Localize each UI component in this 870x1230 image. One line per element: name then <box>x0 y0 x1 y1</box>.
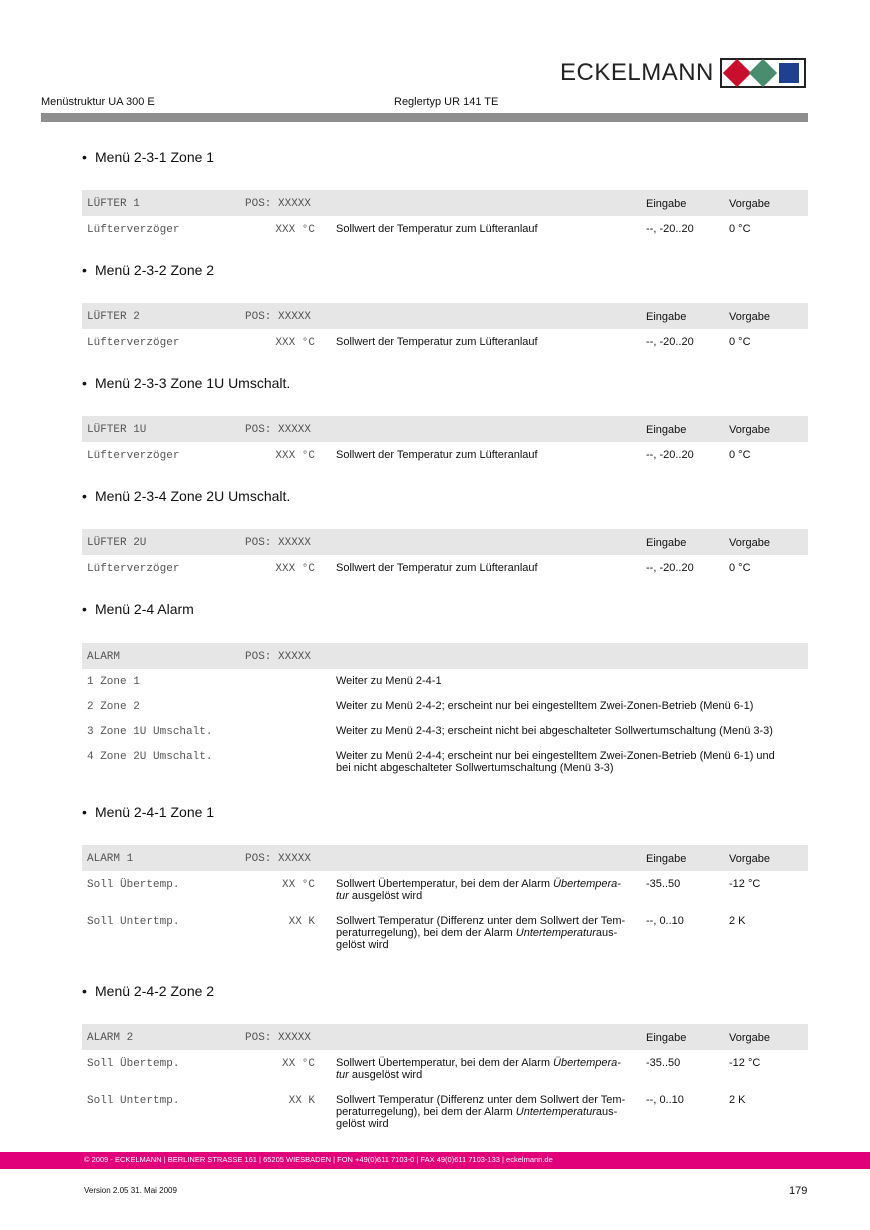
table-header <box>82 416 808 442</box>
submenu-name: 3 Zone 1U Umschalt. <box>87 726 213 738</box>
param-default: 0 °C <box>729 223 751 235</box>
table-header-default: Vorgabe <box>729 311 770 323</box>
param-default: 0 °C <box>729 336 751 348</box>
logo-emblem <box>720 58 806 88</box>
param-description: Sollwert Übertemperatur, bei dem der Alarm Übertempera- tur ausgelöst wird <box>336 878 621 902</box>
table-header <box>82 845 808 871</box>
param-name: Soll Übertemp. <box>87 1058 180 1070</box>
param-name: Soll Übertemp. <box>87 879 180 891</box>
section-title: • Menü 2-3-1 Zone 1 <box>82 149 215 165</box>
header-divider <box>41 113 808 122</box>
table-header-default: Vorgabe <box>729 198 770 210</box>
menu-table-2-4-2 <box>82 1024 808 1143</box>
param-input-range: --, 0..10 <box>646 915 684 927</box>
document-version: Version 2.05 31. Mai 2009 <box>84 1186 177 1195</box>
table-row <box>82 329 808 353</box>
param-description: Sollwert der Temperatur zum Lüfteranlauf <box>336 562 538 574</box>
param-default: 0 °C <box>729 449 751 461</box>
table-header-name: LÜFTER 1 <box>87 198 140 210</box>
table-header-input: Eingabe <box>646 311 687 323</box>
table-header <box>82 303 808 329</box>
logo-blue-square <box>779 63 799 83</box>
table-header-pos: POS: XXXXX <box>245 537 312 549</box>
param-unit: XX K <box>288 1095 315 1107</box>
param-description: Sollwert der Temperatur zum Lüfteranlauf <box>336 223 538 235</box>
param-unit: XX °C <box>281 879 315 891</box>
table-header-name: ALARM 2 <box>87 1032 134 1044</box>
table-row <box>82 1093 808 1143</box>
submenu-description: Weiter zu Menü 2-4-3; erscheint nicht bei abgeschalteter Sollwertumschaltung (Menü 3-3) <box>336 725 773 737</box>
logo-wordmark: ECKELMANN <box>560 59 714 86</box>
param-input-range: --, 0..10 <box>646 1094 684 1106</box>
table-header <box>82 1024 808 1050</box>
table-header <box>82 643 808 669</box>
param-input-range: --, -20..20 <box>646 562 694 574</box>
table-row <box>82 914 808 964</box>
table-header-input: Eingabe <box>646 537 687 549</box>
param-default: 2 K <box>729 915 746 927</box>
table-header-input: Eingabe <box>646 853 687 865</box>
menu-table-2-4 <box>82 643 808 782</box>
table-header-pos: POS: XXXXX <box>245 651 312 663</box>
param-input-range: --, -20..20 <box>646 336 694 348</box>
footer-address: © 2009 - ECKELMANN | BERLINER STRASSE 161 | 65205 WIESBADEN | FON +49(0)611 7103-0 | FAX 49(0)611 7103-133 | eckelmann.de <box>84 1155 553 1164</box>
section-title: • Menü 2-3-4 Zone 2U Umschalt. <box>82 488 291 504</box>
param-default: 0 °C <box>729 562 751 574</box>
table-row <box>82 442 808 466</box>
table-header-pos: POS: XXXXX <box>245 198 312 210</box>
param-name: Lüfterverzöger <box>87 450 180 462</box>
param-name: Lüfterverzöger <box>87 224 180 236</box>
param-description: Sollwert Temperatur (Differenz unter dem Sollwert der Tem- peraturregelung), bei dem der Alarm Untertemperaturaus- gelöst wird <box>336 915 626 951</box>
param-unit: XXX °C <box>275 563 315 575</box>
table-row <box>82 694 808 719</box>
header-controller-type: Reglertyp UR 141 TE <box>394 96 499 108</box>
table-header-name: LÜFTER 1U <box>87 424 147 436</box>
param-name: Lüfterverzöger <box>87 337 180 349</box>
table-header-name: LÜFTER 2 <box>87 311 140 323</box>
menu-table-2-3-3 <box>82 416 808 466</box>
table-header-pos: POS: XXXXX <box>245 853 312 865</box>
param-name: Soll Untertmp. <box>87 1095 180 1107</box>
table-header <box>82 190 808 216</box>
logo-magenta-square <box>723 59 751 87</box>
param-default: 2 K <box>729 1094 746 1106</box>
submenu-description: Weiter zu Menü 2-4-1 <box>336 675 442 687</box>
table-row <box>82 216 808 240</box>
table-row <box>82 719 808 744</box>
table-header-pos: POS: XXXXX <box>245 311 312 323</box>
menu-table-2-4-1 <box>82 845 808 964</box>
section-title: • Menü 2-4 Alarm <box>82 601 194 617</box>
table-header-default: Vorgabe <box>729 1032 770 1044</box>
table-row <box>82 555 808 579</box>
section-title: • Menü 2-4-1 Zone 1 <box>82 804 215 820</box>
table-header-pos: POS: XXXXX <box>245 1032 312 1044</box>
table-row <box>82 744 808 782</box>
table-header-name: ALARM 1 <box>87 853 134 865</box>
table-header-default: Vorgabe <box>729 853 770 865</box>
menu-table-2-3-2 <box>82 303 808 353</box>
param-input-range: --, -20..20 <box>646 449 694 461</box>
page-number: 179 <box>789 1185 808 1197</box>
param-default: -12 °C <box>729 878 761 890</box>
param-name: Lüfterverzöger <box>87 563 180 575</box>
table-header-input: Eingabe <box>646 198 687 210</box>
submenu-name: 1 Zone 1 <box>87 676 140 688</box>
param-name: Soll Untertmp. <box>87 916 180 928</box>
table-header-input: Eingabe <box>646 1032 687 1044</box>
param-description: Sollwert der Temperatur zum Lüfteranlauf <box>336 336 538 348</box>
table-row <box>82 1050 808 1093</box>
param-description: Sollwert der Temperatur zum Lüfteranlauf <box>336 449 538 461</box>
logo-green-square <box>749 59 777 87</box>
section-title: • Menü 2-4-2 Zone 2 <box>82 983 215 999</box>
table-header-default: Vorgabe <box>729 424 770 436</box>
param-default: -12 °C <box>729 1057 761 1069</box>
header-document-title: Menüstruktur UA 300 E <box>41 96 155 108</box>
param-unit: XXX °C <box>275 450 315 462</box>
param-unit: XXX °C <box>275 337 315 349</box>
param-input-range: --, -20..20 <box>646 223 694 235</box>
table-header-name: ALARM <box>87 651 121 663</box>
submenu-description: Weiter zu Menü 2-4-4; erscheint nur bei eingestelltem Zwei-Zonen-Betrieb (Menü 6-1) und bei nicht abgeschalteter Sollwertumschaltung (Menü 3-3) <box>336 750 775 774</box>
table-header-name: LÜFTER 2U <box>87 537 147 549</box>
submenu-name: 2 Zone 2 <box>87 701 140 713</box>
param-input-range: -35..50 <box>646 1057 681 1069</box>
eckelmann-logo <box>560 58 806 88</box>
submenu-description: Weiter zu Menü 2-4-2; erscheint nur bei eingestelltem Zwei-Zonen-Betrieb (Menü 6-1) <box>336 700 754 712</box>
table-header <box>82 529 808 555</box>
table-row <box>82 669 808 694</box>
section-title: • Menü 2-3-2 Zone 2 <box>82 262 215 278</box>
table-row <box>82 871 808 914</box>
menu-table-2-3-1 <box>82 190 808 240</box>
param-input-range: -35..50 <box>646 878 681 890</box>
param-unit: XXX °C <box>275 224 315 236</box>
param-unit: XX K <box>288 916 315 928</box>
table-header-input: Eingabe <box>646 424 687 436</box>
param-description: Sollwert Temperatur (Differenz unter dem Sollwert der Tem- peraturregelung), bei dem der Alarm Untertemperaturaus- gelöst wird <box>336 1094 626 1130</box>
table-header-pos: POS: XXXXX <box>245 424 312 436</box>
submenu-name: 4 Zone 2U Umschalt. <box>87 751 213 763</box>
table-header-default: Vorgabe <box>729 537 770 549</box>
menu-table-2-3-4 <box>82 529 808 579</box>
param-unit: XX °C <box>281 1058 315 1070</box>
param-description: Sollwert Übertemperatur, bei dem der Alarm Übertempera- tur ausgelöst wird <box>336 1057 621 1081</box>
section-title: • Menü 2-3-3 Zone 1U Umschalt. <box>82 375 291 391</box>
